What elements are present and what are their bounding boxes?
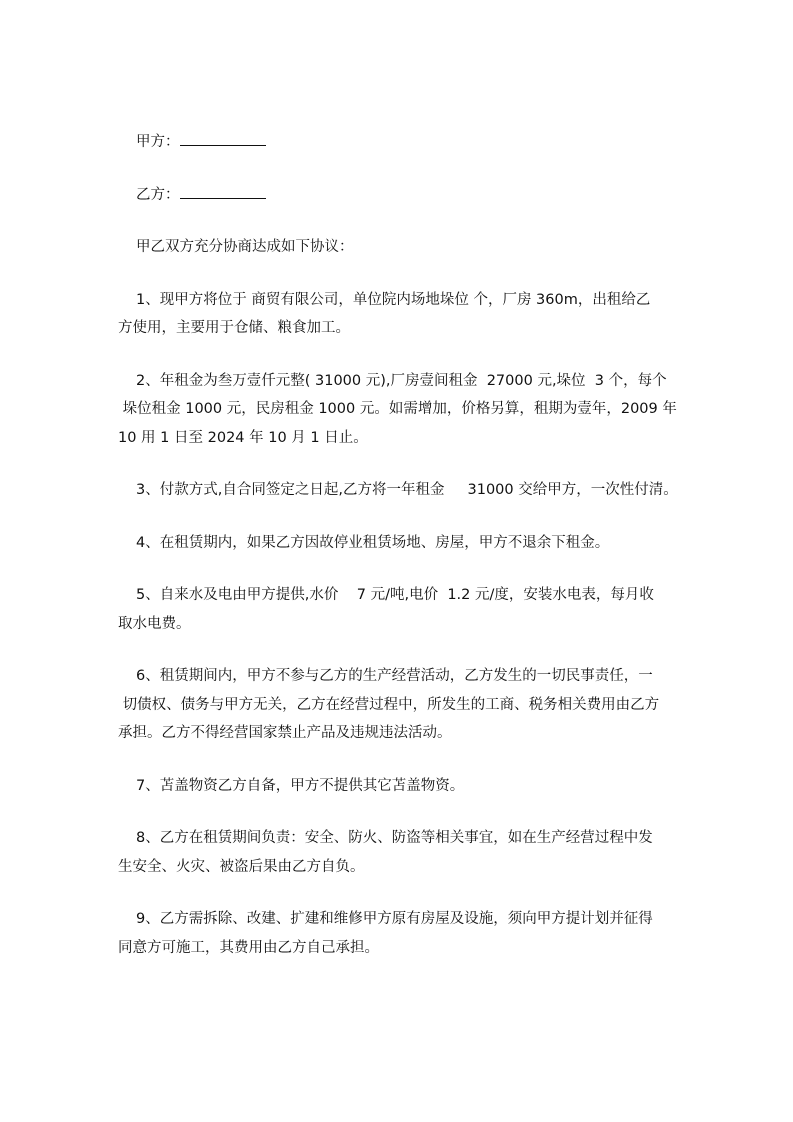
clause-4 [118,529,718,558]
clause-line: 同意方可施工，其费用由乙方自己承担。 [118,939,379,956]
clause-line: 承担。乙方不得经营国家禁止产品及违规违法活动。 [118,725,452,741]
clause-line: 5、自来水及电由甲方提供,水价 7 元/吨,电价 1.2 元/度，安装水电表，每月收 [136,587,654,603]
intro-text: 甲乙双方充分协商达成如下协议： [136,239,354,255]
party-a-line [118,128,718,157]
intro-paragraph [118,233,718,262]
clause-line: 4、在租赁期内，如果乙方因故停业租赁场地、房屋，甲方不退余下租金。 [136,534,610,551]
contract-document [118,128,718,986]
clause-line: 3、付款方式,自合同签定之日起,乙方将一年租金 31000 交给甲方，一次性付清。 [136,482,678,498]
party-a-blank [180,131,266,146]
clause-line: 生安全、火灾、被盗后果由乙方自负。 [118,858,365,875]
clause-line: 1、现甲方将位于 商贸有限公司，单位院内场地垛位 个，厂房 360m，出租给乙 [136,291,651,308]
clause-line: 取水电费。 [118,615,191,632]
clause-line: 方使用，主要用于仓储、粮食加工。 [118,320,350,336]
clause-line: 9、乙方需拆除、改建、扩建和维修甲方原有房屋及设施，须向甲方提计划并征得 [136,911,653,927]
clause-7 [118,772,718,801]
party-b-label: 乙方： [136,186,180,203]
party-b-line [118,181,718,210]
clause-line: 7、苫盖物资乙方自备，甲方不提供其它苫盖物资。 [136,777,465,794]
clause-6 [118,662,718,748]
clause-line: 垛位租金 1000 元，民房租金 1000 元。如需增加，价格另算，租期为壹年，2009 年 [118,401,677,417]
clause-2 [118,367,718,453]
clause-line: 10 用 1 日至 2024 年 10 月 1 日止。 [118,429,368,446]
clause-9 [118,905,718,962]
clauses-list [118,286,718,963]
clause-8 [118,824,718,881]
clause-line: 8、乙方在租赁期间负责：安全、防火、防盗等相关事宜，如在生产经营过程中发 [136,830,653,846]
clause-5 [118,581,718,638]
party-a-label: 甲方： [136,134,180,150]
clause-line: 6、租赁期间内，甲方不参与乙方的生产经营活动，乙方发生的一切民事责任，一 [136,668,653,684]
clause-line: 切债权、债务与甲方无关，乙方在经营过程中，所发生的工商、税务相关费用由乙方 [118,696,660,713]
clause-line: 2、年租金为叁万壹仟元整( 31000 元),厂房壹间租金 27000 元,垛位 3 个，每个 [136,372,667,389]
clause-3 [118,476,718,505]
party-b-blank [180,184,266,199]
clause-1 [118,286,718,343]
